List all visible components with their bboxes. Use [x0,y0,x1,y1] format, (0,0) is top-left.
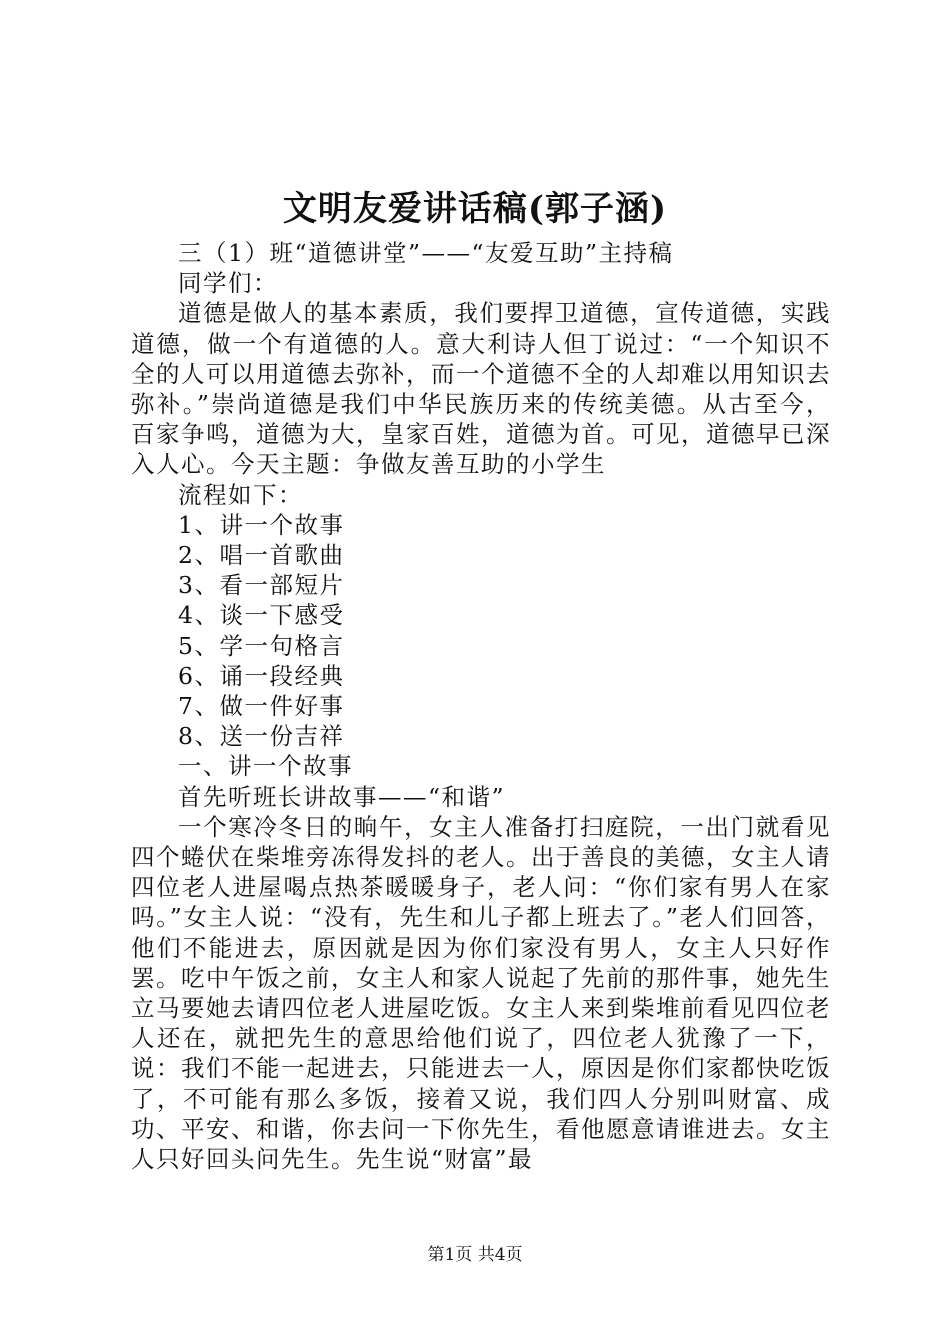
paragraph-greeting: 同学们： [178,269,278,298]
list-item: 8、送一份吉祥 [178,722,345,751]
document-body [131,238,831,1174]
document-title: 文明友爱讲话稿(郭子涵) [282,189,668,229]
section-heading: 一、讲一个故事 [178,752,353,781]
page-footer: 第1页 共4页 [427,1245,523,1265]
paragraph-story-intro: 首先听班长讲故事——“和谐” [178,782,506,811]
list-item: 4、谈一下感受 [178,601,345,630]
list-item: 1、讲一个故事 [178,510,345,539]
paragraph-story: 一个寒冷冬日的晌午，女主人准备打扫庭院，一出门就看见四个蜷伏在柴堆旁冻得发抖的老人。出于善良的美德，女主人请四位老人进屋喝点热茶暖暖身子，老人问：“你们家有男人在家吗。”女主人说：“没有，先生和儿子都上班去了。”老人们回答，他们不能进去，原因就是因为你们家没有男人，女主人只好作罢。吃中午饭之前，女主人和家人说起了先前的那件事，她先生立马要她去请四位老人进屋吃饭。女主人来到柴堆前看见四位老人还在，就把先生的意思给他们说了，四位老人犹豫了一下，说：我们不能一起进去，只能进去一人，原因是你们家都快吃饭了，不可能有那么多饭，接着又说，我们四人分别叫财富、成功、平安、和谐，你去问一下你先生，看他愿意请谁进去。女主人只好回头问先生。先生说“财富”最 [131,812,831,1174]
list-item: 2、唱一首歌曲 [178,541,345,570]
paragraph-subtitle: 三（1）班“道德讲堂”——“友爱互助”主持稿 [178,239,674,267]
list-item: 5、学一句格言 [178,631,345,660]
list-item: 3、看一部短片 [178,571,345,600]
paragraph-intro: 道德是做人的基本素质，我们要捍卫道德，宣传道德，实践道德，做一个有道德的人。意大利诗人但丁说过：“一个知识不全的人可以用道德去弥补，而一个道德不全的人却难以用知识去弥补。”崇尚道德是我们中华民族历来的传统美德。从古至今，百家争鸣，道德为大，皇家百姓，道德为首。可见，道德早已深入人心。今天主题：争做友善互助的小学生 [131,299,831,479]
paragraph-process-heading: 流程如下： [178,480,303,509]
list-item: 6、诵一段经典 [178,661,345,690]
list-item: 7、做一件好事 [178,692,345,721]
